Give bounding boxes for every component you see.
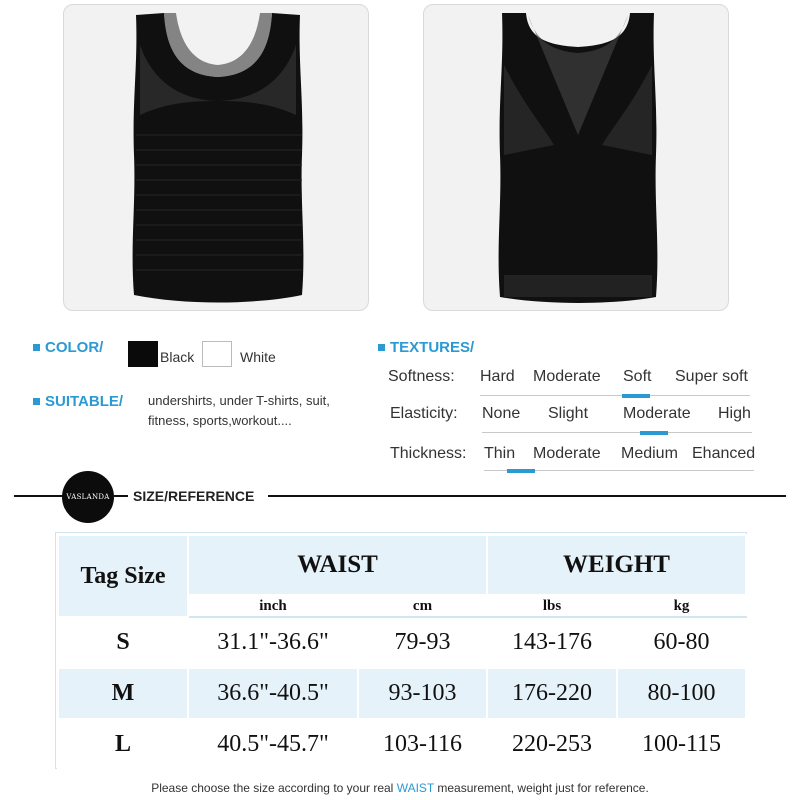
softness-selected-marker [622,394,650,398]
table-row [58,668,746,719]
weight-header: WEIGHT [487,535,746,595]
weight-lbs-m: 176-220 [487,668,617,719]
weight-kg-s: 60-80 [617,617,746,668]
weight-kg-l: 100-115 [617,719,746,770]
suitable-text-line1: undershirts, under T-shirts, suit, [148,393,330,408]
divider-right [268,495,786,497]
waist-inch-l: 40.5"-45.7" [188,719,358,770]
elasticity-option-slight: Slight [548,405,589,422]
black-swatch[interactable] [128,341,158,367]
cm-subheader: cm [358,595,487,617]
table-row [58,617,746,668]
suitable-text [148,391,358,431]
table-row [58,719,746,770]
waist-inch-m: 36.6"-40.5" [188,668,358,719]
elasticity-label: Elasticity: [390,405,458,422]
tank-back-illustration [424,5,729,311]
kg-subheader: kg [617,595,746,617]
softness-option-super-soft: Super soft [675,368,748,385]
suitable-label: SUITABLE/ [45,393,124,410]
textures-label: TEXTURES/ [390,339,475,356]
waist-inch-s: 31.1"-36.6" [188,617,358,668]
tank-front-illustration [64,5,369,311]
brand-logo: VASLANDA [62,471,114,523]
thickness-option-thin: Thin [484,445,516,462]
white-swatch[interactable] [202,341,232,367]
softness-option-hard: Hard [480,368,515,385]
textures-section-marker [378,344,385,351]
size-table [57,534,747,771]
divider-left [14,495,66,497]
color-label: COLOR/ [45,339,104,356]
size-reference-heading [133,488,254,504]
elasticity-scale [482,432,752,433]
tank-back-photo [423,4,729,311]
elasticity-option-moderate: Moderate [623,405,691,422]
color-section-marker [33,344,40,351]
divider-short [114,495,128,497]
footnote-after: measurement, weight just for reference. [434,781,649,795]
size-s: S [58,617,188,668]
elasticity-option-none: None [482,405,521,422]
size-l: L [58,719,188,770]
footnote-waist-highlight: WAIST [396,781,435,795]
weight-lbs-s: 143-176 [487,617,617,668]
elasticity-selected-marker [640,431,668,435]
white-option-label: White [240,349,276,365]
elasticity-option-high: High [718,405,751,422]
waist-cm-l: 103-116 [358,719,487,770]
waist-cm-m: 93-103 [358,668,487,719]
tank-front-photo [63,4,369,311]
thickness-label: Thickness: [390,445,467,462]
thickness-option-ehanced: Ehanced [692,445,756,462]
weight-kg-m: 80-100 [617,668,746,719]
suitable-text-line2: fitness, sports,workout.... [148,413,292,428]
softness-option-soft: Soft [623,368,652,385]
size-m: M [58,668,188,719]
tag-size-header: Tag Size [58,535,188,617]
weight-lbs-l: 220-253 [487,719,617,770]
softness-label: Softness: [388,368,455,385]
size-reference-bold: SIZE [133,488,165,504]
waist-cm-s: 79-93 [358,617,487,668]
suitable-section-marker [33,398,40,405]
black-option-label: Black [160,349,195,365]
size-footnote [0,781,800,795]
softness-option-moderate: Moderate [533,368,601,385]
lbs-subheader: lbs [487,595,617,617]
thickness-option-medium: Medium [621,445,678,462]
footnote-before: Please choose the size according to your real [151,781,397,795]
inch-subheader: inch [188,595,358,617]
size-reference-rest: /REFERENCE [164,488,255,504]
thickness-selected-marker [507,469,535,473]
thickness-option-moderate: Moderate [533,445,601,462]
softness-scale [480,395,750,396]
waist-header: WAIST [188,535,487,595]
